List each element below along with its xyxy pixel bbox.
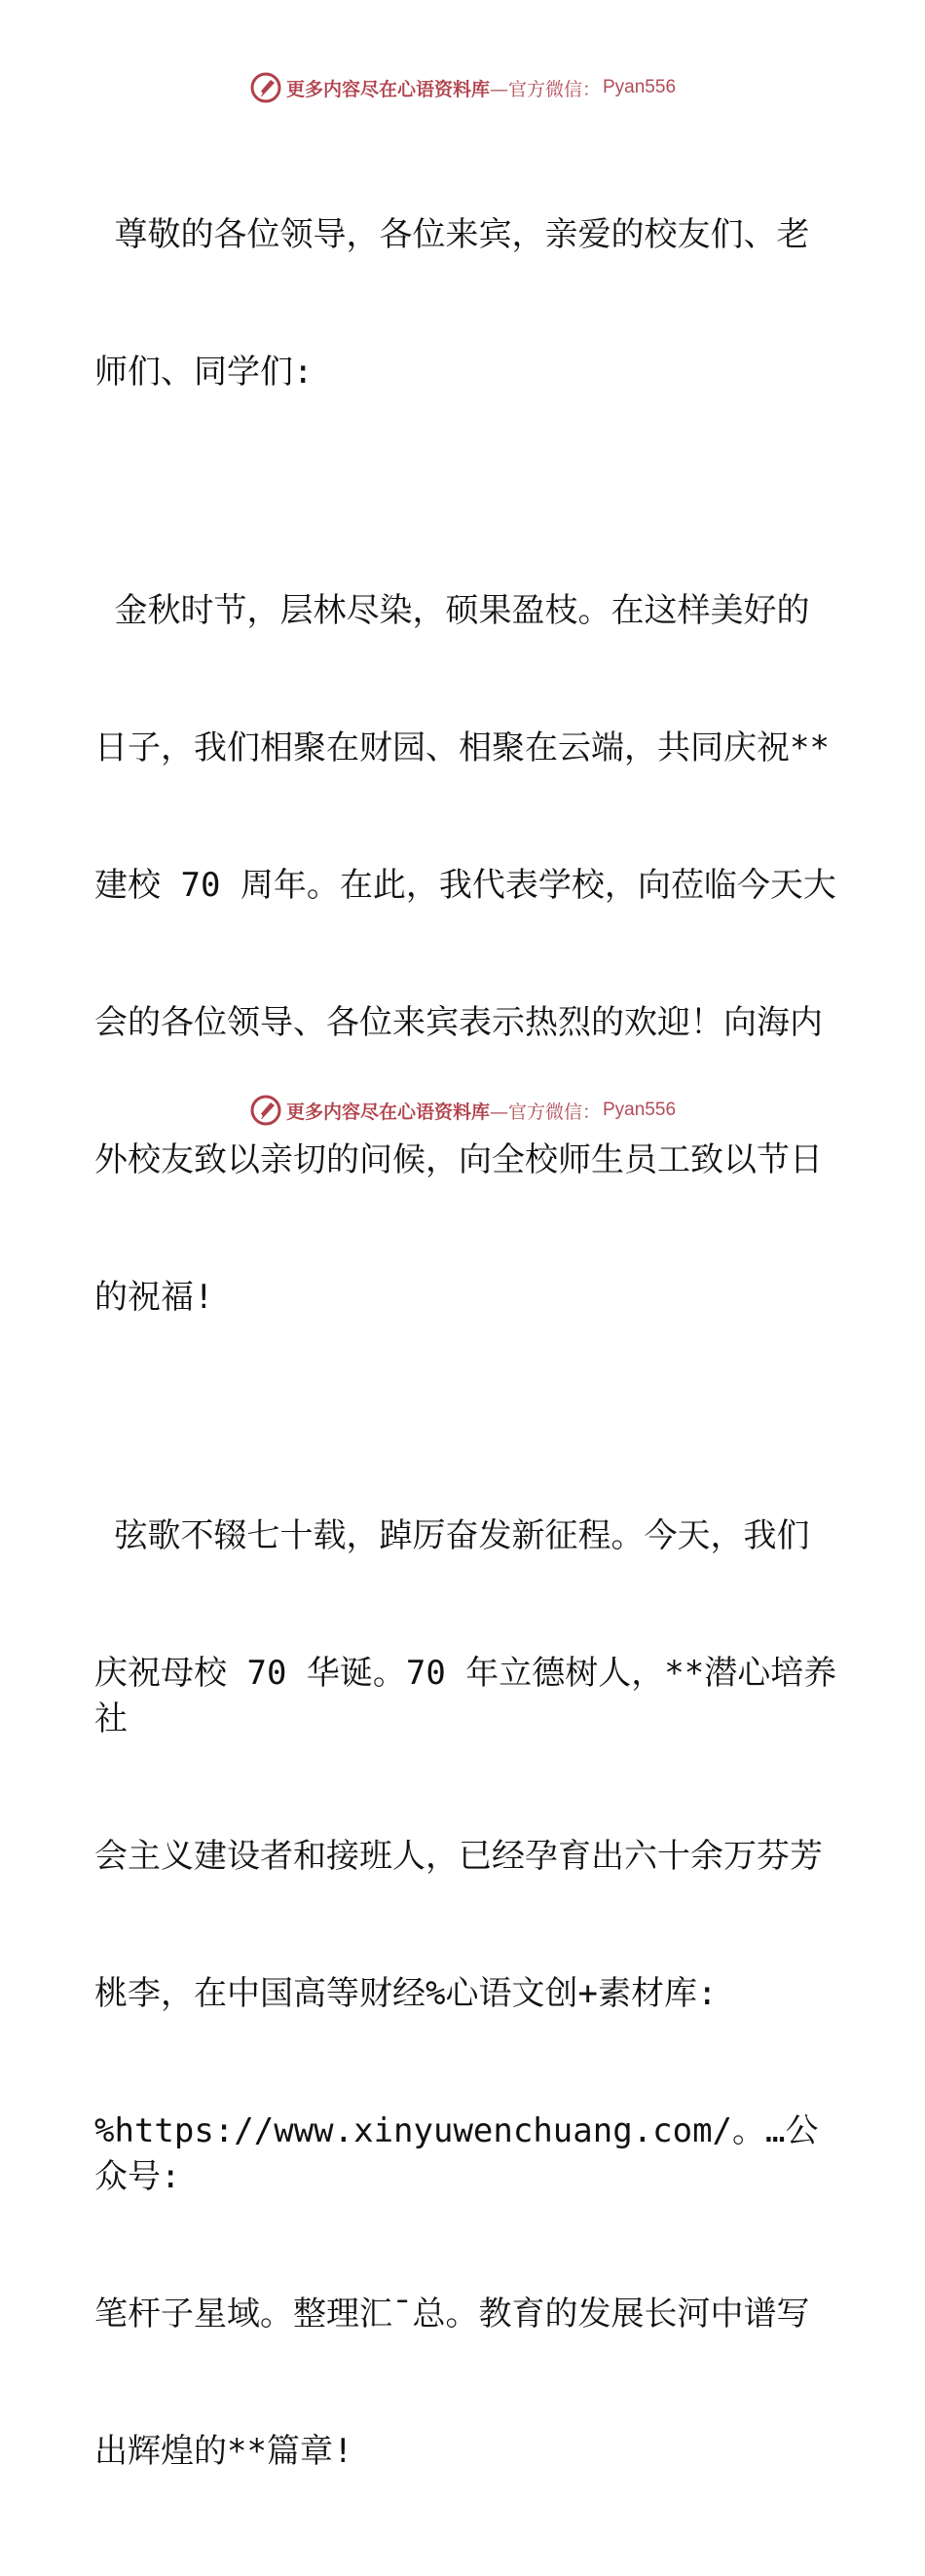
text-line: %https://www.xinyuwenchuang.com/。…公众号: (94, 2111, 819, 2196)
header-suffix: —官方微信： (489, 78, 601, 100)
header-title: 更多内容尽在心语资料库 (285, 78, 490, 100)
text-line: 日子，我们相聚在财园、相聚在云端，共同庆祝** (94, 728, 830, 767)
paragraph-welcome (94, 497, 844, 1412)
text-line: 庆祝母校 70 华诞。70 年立德树人，**潜心培养社 (94, 1654, 837, 1738)
text-line: 会主义建设者和接班人，已经孕育出六十余万芬芳 (94, 1837, 823, 1876)
footer-wechat-id: Pyan556 (603, 1100, 677, 1120)
paragraph-history (94, 1422, 844, 2566)
text-line: 尊敬的各位领导，各位来宾，亲爱的校友们、老 (94, 215, 810, 254)
text-line: 外校友致以亲切的问候，向全校师生员工致以节日 (94, 1140, 823, 1179)
paragraph-greeting (94, 121, 844, 487)
text-line: 的祝福! (94, 1278, 214, 1317)
header-wechat-id: Pyan556 (603, 77, 677, 97)
text-line: 弦歌不辍七十载，踔厉奋发新征程。今天，我们 (94, 1516, 810, 1555)
text-line: 建校 70 周年。在此，我代表学校，向莅临今天大 (94, 866, 836, 905)
footer-title: 更多内容尽在心语资料库 (285, 1101, 490, 1123)
pen-seal-icon (249, 71, 282, 104)
document-body (94, 121, 844, 2576)
pen-seal-icon (249, 1094, 282, 1127)
footer-banner (0, 1091, 925, 1130)
header-banner (0, 68, 925, 107)
footer-suffix: —官方微信： (489, 1101, 601, 1123)
text-line: 会的各位领导、各位来宾表示热烈的欢迎！向海内 (94, 1003, 823, 1042)
text-line: 出辉煌的**篇章! (94, 2432, 353, 2471)
text-line: 笔杆子星域。整理汇¯总。教育的发展长河中谱写 (94, 2295, 810, 2333)
text-line: 桃李，在中国高等财经%心语文创+素材库: (94, 1974, 718, 2013)
text-line: 金秋时节，层林尽染，硕果盈枝。在这样美好的 (94, 591, 810, 630)
text-line: 师们、同学们: (94, 353, 314, 392)
